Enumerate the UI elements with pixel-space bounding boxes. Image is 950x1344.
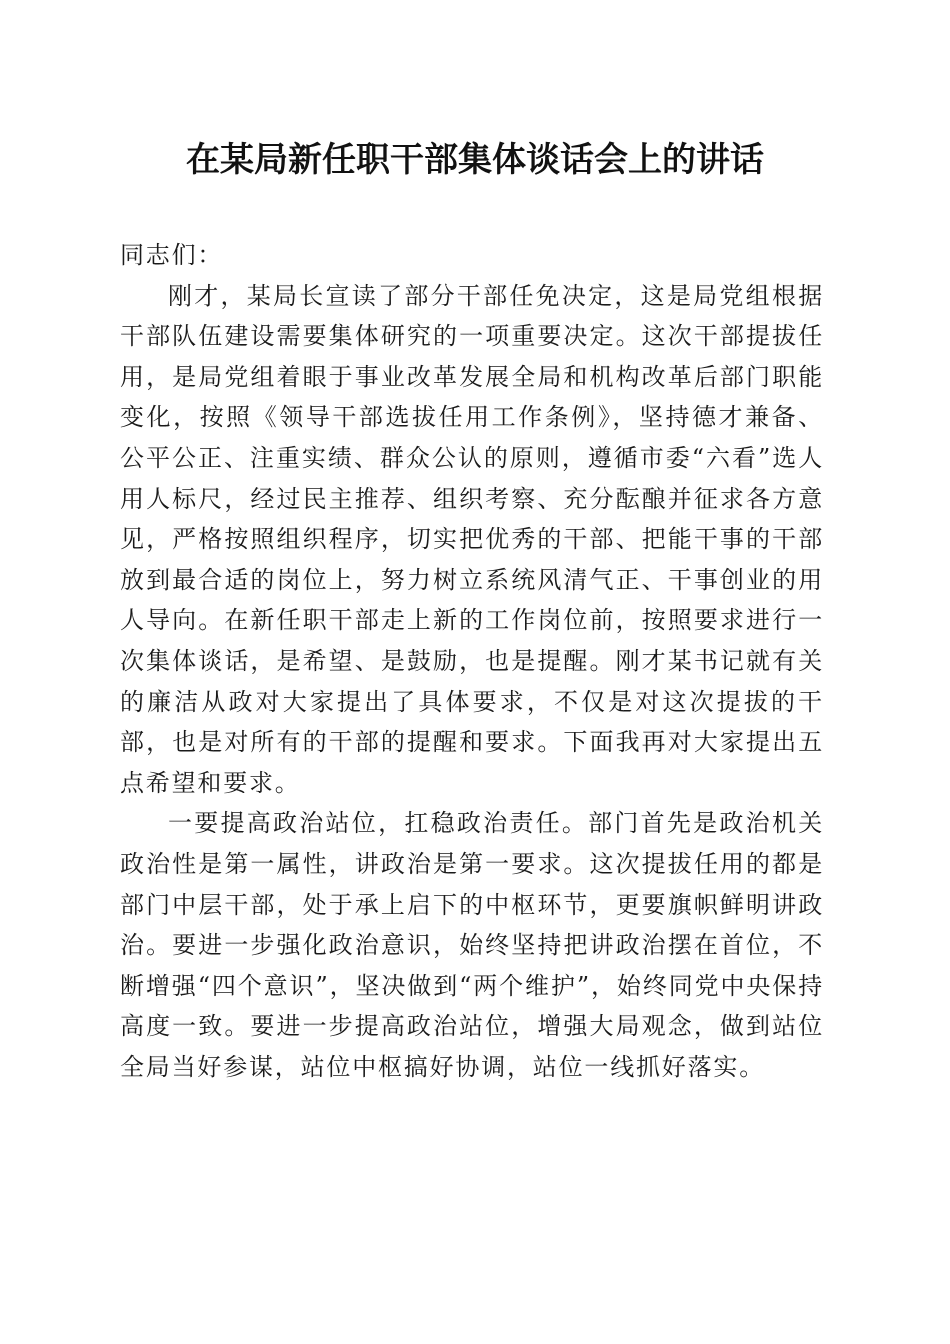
paragraph-intro: 刚才，某局长宣读了部分干部任免决定，这是局党组根据干部队伍建设需要集体研究的一项重要决定。这次干部提拔任用，是局党组着眼于事业改革发展全局和机构改革后部门职能变化，按照《领导干部选拔任用工作条例》，坚持德才兼备、公平公正、注重实绩、群众公认的原则，遵循市委“六看”选人用人标尺，经过民主推荐、组织考察、充分酝酿并征求各方意见，严格按照组织程序，切实把优秀的干部、把能干事的干部放到最合适的岗位上，努力树立系统风清气正、干事创业的用人导向。在新任职干部走上新的工作岗位前，按照要求进行一次集体谈话，是希望、是鼓励，也是提醒。刚才某书记就有关的廉洁从政对大家提出了具体要求，不仅是对这次提拔的干部，也是对所有的干部的提醒和要求。下面我再对大家提出五点希望和要求。	[120, 281, 824, 797]
document-body	[120, 235, 824, 1087]
paragraph-point-one: 一要提高政治站位，扛稳政治责任。部门首先是政治机关政治性是第一属性，讲政治是第一要求。这次提拔任用的都是部门中层干部，处于承上启下的中枢环节，更要旗帜鲜明讲政治。要进一步强化政治意识，始终坚持把讲政治摆在首位，不断增强“四个意识”，坚决做到“两个维护”，始终同党中央保持高度一致。要进一步提高政治站位，增强大局观念，做到站位全局当好参谋，站位中枢搞好协调，站位一线抓好落实。	[120, 809, 824, 1081]
document-title: 在某局新任职干部集体谈话会上的讲话	[186, 140, 764, 180]
salutation: 同志们：	[120, 241, 224, 269]
